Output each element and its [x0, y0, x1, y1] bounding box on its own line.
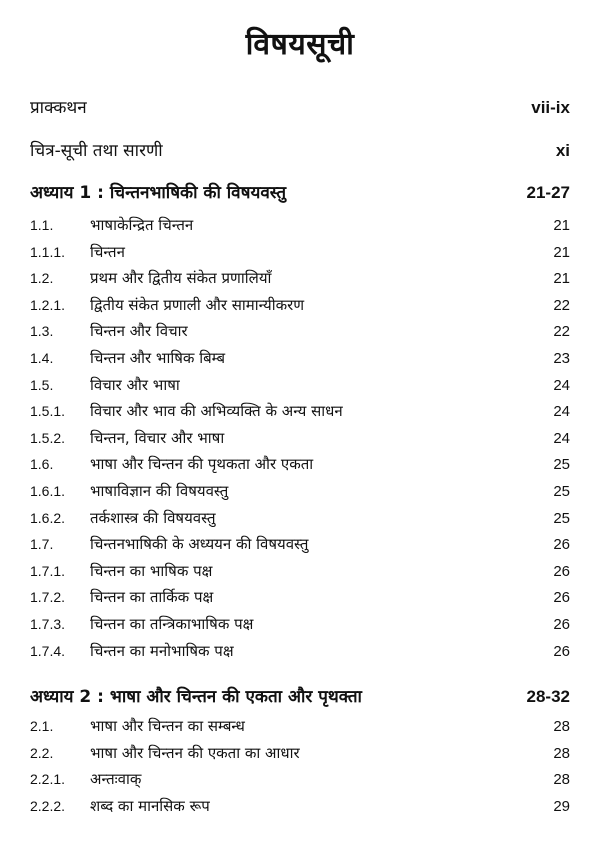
item-title: भाषा और चिन्तन का सम्बन्ध	[90, 717, 245, 735]
toc-item	[30, 215, 570, 241]
item-page: 21	[553, 217, 570, 234]
toc-item	[30, 454, 570, 480]
item-number: 1.7.4.	[30, 642, 66, 659]
item-number: 2.2.	[30, 744, 54, 761]
toc-entry-figures	[30, 138, 570, 161]
item-number: 1.4.	[30, 350, 54, 366]
item-page: 26	[553, 536, 570, 554]
toc-item	[30, 375, 570, 401]
item-title: चिन्तन और विचार	[90, 322, 188, 341]
toc-item	[30, 348, 570, 374]
toc-item	[30, 428, 570, 454]
item-page: 26	[553, 616, 570, 633]
item-number: 1.6.	[30, 456, 54, 473]
item-number: 1.6.1.	[30, 483, 66, 499]
item-title: अन्तःवाक्	[90, 770, 142, 789]
toc-item	[30, 769, 570, 795]
item-page: 29	[553, 797, 570, 815]
chapter-2-heading	[30, 684, 570, 707]
item-number: 1.7.2.	[30, 589, 66, 606]
item-page: 21	[553, 270, 570, 288]
item-page: 24	[553, 429, 570, 447]
chapter-label: अध्याय 1 : चिन्तनभाषिकी की विषयवस्तु	[30, 183, 287, 203]
toc-item	[30, 321, 570, 347]
toc-item	[30, 401, 570, 427]
item-page: 21	[553, 243, 570, 261]
item-number: 1.6.2.	[30, 509, 66, 526]
item-number: 1.7.	[30, 536, 54, 553]
item-page: 26	[553, 562, 570, 580]
item-number: 2.2.2.	[30, 797, 66, 814]
item-number: 1.2.	[30, 270, 54, 287]
item-number: 1.7.1.	[30, 562, 66, 579]
item-title: प्रथम और द्वितीय संकेत प्रणालियाँ	[90, 269, 272, 288]
entry-label: प्राक्कथन	[30, 98, 87, 118]
toc-item	[30, 508, 570, 534]
item-page: 25	[553, 456, 570, 474]
toc-item	[30, 481, 570, 507]
item-title: भाषाकेन्द्रित चिन्तन	[90, 216, 194, 234]
toc-item	[30, 716, 570, 742]
item-number: 1.7.3.	[30, 616, 66, 632]
toc-item	[30, 534, 570, 560]
item-title: चिन्तन का तार्किक पक्ष	[90, 588, 214, 607]
page-title: विषयसूची	[245, 27, 355, 62]
item-title: चिन्तन और भाषिक बिम्ब	[90, 349, 226, 367]
item-page: 28	[553, 718, 570, 735]
toc-item	[30, 614, 570, 640]
toc-item	[30, 641, 570, 667]
item-number: 1.3.	[30, 323, 54, 340]
item-number: 1.2.1.	[30, 296, 66, 313]
toc-item	[30, 268, 570, 294]
entry-label: चित्र-सूची तथा सारणी	[30, 141, 163, 161]
entry-pages: vii-ix	[531, 98, 570, 117]
item-page: 25	[553, 483, 570, 500]
item-page: 22	[553, 323, 570, 341]
item-number: 1.1.1.	[30, 243, 66, 260]
toc-item	[30, 295, 570, 321]
item-title: शब्द का मानसिक रूप	[90, 796, 210, 815]
item-title: चिन्तन का मनोभाषिक पक्ष	[90, 641, 234, 660]
item-number: 1.5.	[30, 376, 54, 393]
chapter-pages: 28-32	[526, 687, 570, 706]
item-title: चिन्तनभाषिकी के अध्ययन की विषयवस्तु	[90, 535, 309, 554]
toc-item	[30, 242, 570, 268]
item-page: 24	[553, 376, 570, 394]
item-number: 2.2.1.	[30, 771, 66, 788]
item-title: चिन्तन, विचार और भाषा	[90, 428, 225, 447]
item-page: 24	[553, 403, 570, 421]
entry-pages: xi	[555, 141, 570, 160]
item-title: विचार और भाव की अभिव्यक्ति के अन्य साधन	[90, 402, 343, 421]
chapter-pages: 21-27	[526, 183, 570, 202]
item-title: भाषा और चिन्तन की पृथकता और एकता	[90, 455, 314, 474]
item-title: चिन्तन	[90, 242, 125, 261]
item-number: 1.1.	[30, 217, 54, 233]
item-number: 1.5.2.	[30, 429, 66, 446]
chapter-1-heading	[30, 180, 570, 203]
item-page: 23	[553, 350, 570, 367]
toc-entry-preface	[30, 95, 570, 118]
item-title: द्वितीय संकेत प्रणाली और सामान्यीकरण	[90, 295, 305, 314]
item-title: भाषा और चिन्तन की एकता का आधार	[90, 743, 300, 762]
item-page: 22	[553, 296, 570, 314]
item-page: 26	[553, 642, 570, 660]
chapter-label: अध्याय 2 : भाषा और चिन्तन की एकता और पृथक्ता	[30, 687, 362, 707]
item-title: विचार और भाषा	[90, 375, 180, 394]
item-title: चिन्तन का तन्त्रिकाभाषिक पक्ष	[90, 615, 254, 633]
toc-item	[30, 743, 570, 769]
toc-item	[30, 796, 570, 822]
toc-item	[30, 561, 570, 587]
item-page: 25	[553, 509, 570, 527]
item-title: तर्कशास्त्र की विषयवस्तु	[90, 508, 216, 527]
item-number: 1.5.1.	[30, 403, 66, 420]
item-title: भाषाविज्ञान की विषयवस्तु	[90, 482, 229, 500]
item-page: 28	[553, 771, 570, 789]
item-page: 26	[553, 589, 570, 607]
toc-item	[30, 587, 570, 613]
item-number: 2.1.	[30, 718, 54, 734]
item-title: चिन्तन का भाषिक पक्ष	[90, 561, 213, 580]
item-page: 28	[553, 744, 570, 762]
